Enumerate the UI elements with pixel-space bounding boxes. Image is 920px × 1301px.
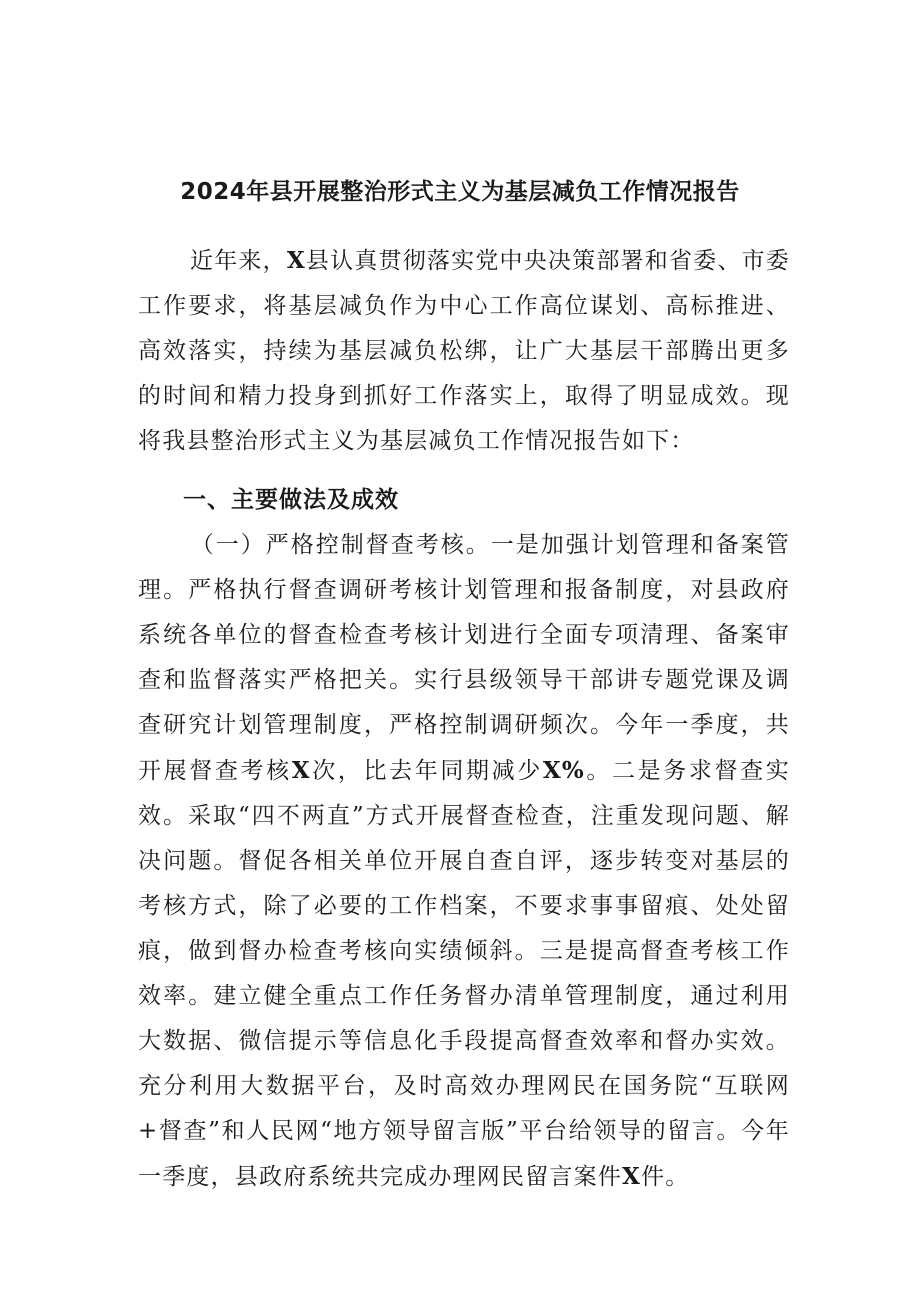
county-placeholder: X <box>286 247 306 274</box>
inspection-count-placeholder: X <box>291 757 311 784</box>
section1-paragraph <box>138 523 790 1200</box>
reduction-percent-placeholder: X% <box>542 757 585 784</box>
section1-text-part3: 。二是务求督查实效。采取“四不两直”方式开展督查检查，注重发现问题、解决问题。督促各相关单位开展自查自评，逐步转变对基层的考核方式，除了必要的工作档案，不要求事事留痕、处处留痕，做到督办检查考核向实绩倾斜。三是提高督查考核工作效率。建立健全重点工作任务督办清单管理制度，通过利用大数据、微信提示等信息化手段提高督查效率和督办实效。充分利用大数据平台，及时高效办理网民在国务院“互联网+督查”和人民网“地方领导留言版”平台给领导的留言。今年一季度，县政府系统共完成办理网民留言案件 <box>138 758 790 1190</box>
intro-text-start: 近年来， <box>190 248 287 274</box>
document-title: 2024年县开展整治形式主义为基层减负工作情况报告 <box>180 179 740 205</box>
intro-paragraph <box>138 238 790 464</box>
section1-text-part4: 件。 <box>641 1164 690 1190</box>
section-heading-main-practices: 一、主要做法及成效 <box>183 487 399 513</box>
message-count-placeholder: X <box>622 1163 642 1190</box>
intro-text-rest: 县认真贯彻落实党中央决策部署和省委、市委工作要求，将基层减负作为中心工作高位谋划、高标推进、高效落实，持续为基层减负松绑，让广大基层干部腾出更多的时间和精力投身到抓好工作落实上，取得了明显成效。现将我县整治形式主义为基层减负工作情况报告如下： <box>138 248 790 454</box>
section1-text-part1: （一）严格控制督查考核。一是加强计划管理和备案管理。严格执行督查调研考核计划管理和报备制度，对县政府系统各单位的督查检查考核计划进行全面专项清理、备案审查和监督落实严格把关。实行县级领导干部讲专题党课及调查研究计划管理制度，严格控制调研频次。今年一季度，共开展督查考核 <box>138 532 790 784</box>
section1-text-part2: 次，比去年同期减少 <box>310 758 543 784</box>
